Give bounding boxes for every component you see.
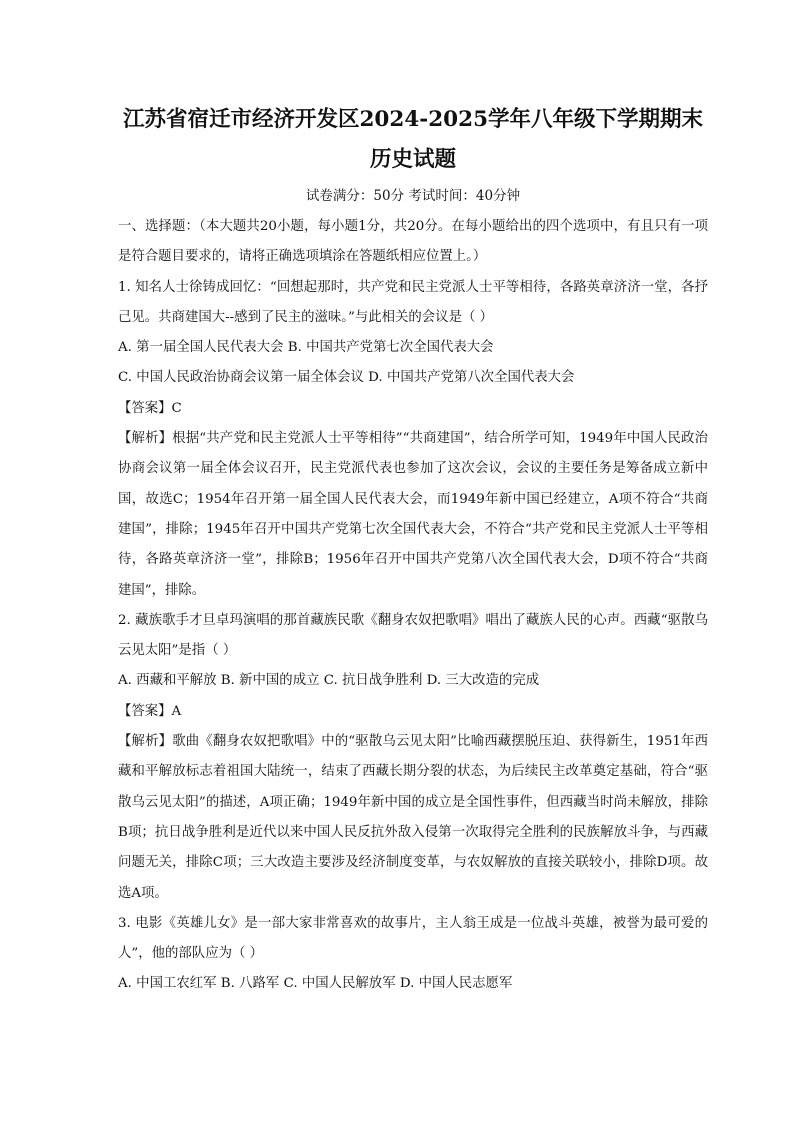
question-2-answer: 【答案】A [118,703,182,719]
question-1-answer: 【答案】C [118,400,182,416]
question-2-analysis: 【解析】歌曲《翻身农奴把歌唱》中的“驱散乌云见太阳”比喻西藏摆脱压迫、获得新生，1951年西藏和平解放标志着祖国大陆统一，结束了西藏长期分裂的状态，为后续民主改革奠定基础，符合“驱散乌云见太阳”的描述，A项正确；1949年新中国的成立是全国性事件，但西藏当时尚未解放，排除B项；抗日战争胜利是近代以来中国人民反抗外敌入侵第一次取得完全胜利的民族解放斗争，与西藏问题无关，排除C项；三大改造主要涉及经济制度变革，与农奴解放的直接关联较小，排除D项。故选A项。 [118,734,708,901]
exam-title-line1: 江苏省宿迁市经济开发区2024-2025学年八年级下学期期末 [122,107,704,132]
question-3-options: A. 中国工农红军 B. 八路军 C. 中国人民解放军 D. 中国人民志愿军 [118,976,513,992]
question-2-options: A. 西藏和平解放 B. 新中国的成立 C. 抗日战争胜利 D. 三大改造的完成 [118,673,540,689]
exam-title-line2: 历史试题 [369,147,456,172]
question-1-stem: 1. 知名人士徐铸成回忆：“回想起那时，共产党和民主党派人士平等相待，各路英章济济一堂，各抒己见。共商建国大--感到了民主的滋味。”与此相关的会议是（ ） [118,279,709,325]
question-1-options-cd: C. 中国人民政治协商会议第一届全体会议 D. 中国共产党第八次全国代表大会 [118,370,575,386]
question-3-stem: 3. 电影《英雄儿女》是一部大家非常喜欢的故事片，主人翁王成是一位战斗英雄，被誉为最可爱的人”，他的部队应为（ ） [118,915,708,962]
exam-info: 试卷满分：50分 考试时间：40分钟 [305,188,521,204]
question-1-analysis: 【解析】根据“共产党和民主党派人士平等相待”“共商建国”，结合所学可知，1949年中国人民政治协商会议第一届全体会议召开，民主党派代表也参加了这次会议，会议的主要任务是筹备成立新中国，故选C；1954年召开第一届全国人民代表大会，而1949年新中国已经建立，A项不符合“共商建国”，排除；1945年召开中国共产党第七次全国代表大会，不符合“共产党和民主党派人士平等相待，各路英章济济一堂”，排除B；1956年召开中国共产党第八次全国代表大会，D项不符合“共商建国”，排除。 [118,431,708,598]
section-heading: 一、选择题：（本大题共20小题，每小题1分，共20分。在每小题给出的四个选项中，有且只有一项是符合题目要求的，请将正确选项填涂在答题纸相应位置上。） [118,219,708,265]
question-1-options-ab: A. 第一届全国人民代表大会 B. 中国共产党第七次全国代表大会 [118,340,494,356]
question-2-stem: 2. 藏族歌手才旦卓玛演唱的那首藏族民歌《翻身农奴把歌唱》唱出了藏族人民的心声。西藏“驱散乌云见太阳”是指（ ） [118,612,708,659]
